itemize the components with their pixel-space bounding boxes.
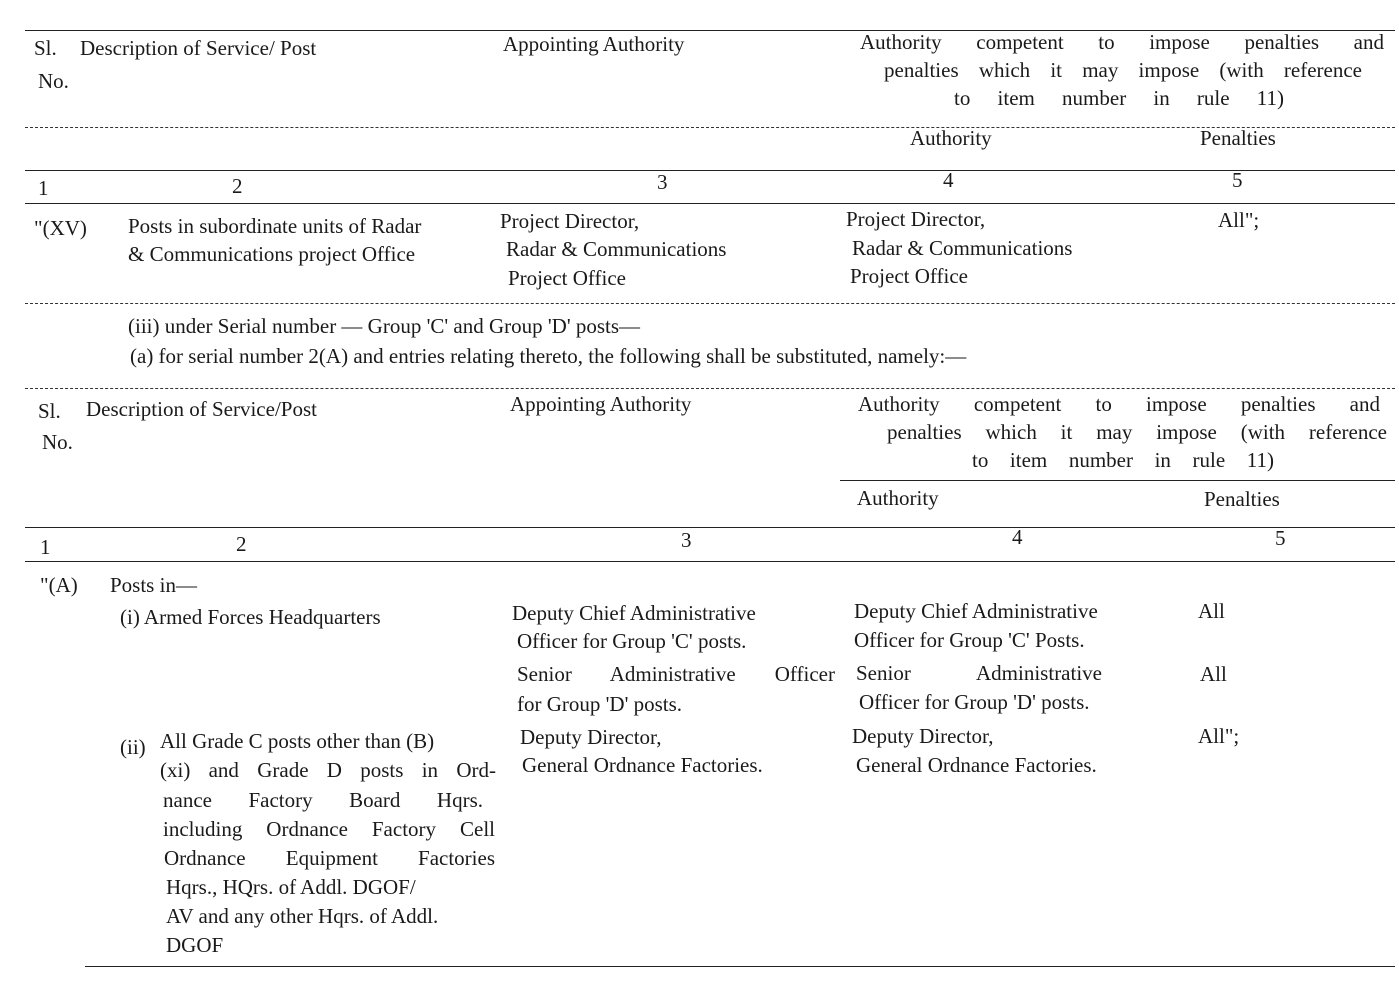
rule-line <box>85 966 1395 967</box>
description-heading: Description of Service/ Post <box>80 36 317 60</box>
appointing-authority-line: General Ordnance Factories. <box>522 753 763 777</box>
serial-number: "(XV) <box>34 216 87 240</box>
post-description-line: DGOF <box>166 933 224 957</box>
appointing-authority-line: for Group 'D' posts. <box>517 692 683 716</box>
column-number: 3 <box>681 528 692 552</box>
column-number: 1 <box>40 535 51 559</box>
rule-line <box>25 303 1395 304</box>
no-heading: No. <box>38 69 69 93</box>
amendment-instruction: (a) for serial number 2(A) and entries relating thereto, the following shall be substituted, namely:— <box>130 344 967 368</box>
sl-heading: Sl. <box>38 399 61 423</box>
post-description-line: Posts in subordinate units of Radar <box>128 214 422 238</box>
appointing-authority-line: Deputy Director, <box>520 725 662 749</box>
sl-heading: Sl. <box>34 36 57 60</box>
penalty-authority-line: Project Director, <box>846 207 986 231</box>
penalties-value: All"; <box>1198 724 1240 748</box>
penalty-authority-line: Radar & Communications <box>852 236 1073 260</box>
post-description-line: (i) Armed Forces Headquarters <box>120 605 381 629</box>
post-description-line: All Grade C posts other than (B) <box>160 729 435 753</box>
column-number: 2 <box>236 532 247 556</box>
no-heading: No. <box>42 430 73 454</box>
appointing-authority-line: Project Office <box>508 266 626 290</box>
column-number: 4 <box>1012 525 1023 549</box>
appointing-authority-line: Radar & Communications <box>506 237 727 261</box>
appointing-authority-line: Officer for Group 'C' posts. <box>517 629 747 653</box>
competent-authority-heading-line: penalties which it may impose (with reference <box>887 420 1387 444</box>
authority-subheading: Authority <box>857 486 939 510</box>
penalty-authority-line: Officer for Group 'C' Posts. <box>854 628 1085 652</box>
penalties-value: All <box>1198 599 1225 623</box>
penalty-authority-line: Project Office <box>850 264 968 288</box>
rule-line <box>25 203 1395 204</box>
rule-line <box>25 388 1395 389</box>
rule-line <box>25 170 1395 171</box>
column-number: 2 <box>232 174 243 198</box>
post-description-line: & Communications project Office <box>128 242 416 266</box>
rule-line <box>25 561 1395 562</box>
competent-authority-heading-line: penalties which it may impose (with reference <box>884 58 1362 82</box>
penalty-authority-line: General Ordnance Factories. <box>856 753 1097 777</box>
rule-line <box>25 127 1395 128</box>
appointing-authority-line: Deputy Chief Administrative <box>512 601 756 625</box>
appointing-authority-line: Senior Administrative Officer <box>517 662 835 686</box>
penalties-subheading: Penalties <box>1200 126 1276 150</box>
post-description-line: AV and any other Hqrs. of Addl. <box>166 904 439 928</box>
appointing-authority-line: Project Director, <box>500 209 640 233</box>
competent-authority-heading-line: Authority competent to impose penalties and <box>860 30 1384 54</box>
penalty-authority-line: Officer for Group 'D' posts. <box>859 690 1090 714</box>
amendment-instruction: (iii) under Serial number — Group 'C' and Group 'D' posts— <box>128 314 641 338</box>
appointing-authority-heading: Appointing Authority <box>510 392 692 416</box>
appointing-authority-heading: Appointing Authority <box>503 32 685 56</box>
rule-line <box>25 527 1395 528</box>
post-description-line: (xi) and Grade D posts in Ord- <box>160 758 496 782</box>
penalties-subheading: Penalties <box>1204 487 1280 511</box>
post-description-line: Ordnance Equipment Factories <box>164 846 495 870</box>
penalties-value: All"; <box>1218 208 1260 232</box>
serial-number: "(A) <box>40 573 78 597</box>
description-heading: Description of Service/Post <box>86 397 317 421</box>
column-number: 1 <box>38 176 49 200</box>
post-description-line: including Ordnance Factory Cell <box>163 817 495 841</box>
column-number: 5 <box>1275 526 1286 550</box>
penalty-authority-line: Deputy Director, <box>852 724 994 748</box>
penalties-value: All <box>1200 662 1227 686</box>
competent-authority-heading-line: to item number in rule 11) <box>972 448 1274 472</box>
section-title: Posts in— <box>110 573 197 597</box>
column-number: 4 <box>943 168 954 192</box>
column-number: 3 <box>657 170 668 194</box>
post-description-line: Hqrs., HQrs. of Addl. DGOF/ <box>166 875 416 899</box>
rule-line <box>840 480 1395 481</box>
item-label: (ii) <box>120 735 146 759</box>
column-number: 5 <box>1232 168 1243 192</box>
penalty-authority-line: Deputy Chief Administrative <box>854 599 1098 623</box>
authority-subheading: Authority <box>910 126 992 150</box>
post-description-line: nance Factory Board Hqrs. <box>163 788 483 812</box>
competent-authority-heading-line: to item number in rule 11) <box>954 86 1284 110</box>
penalty-authority-line: Senior Administrative <box>856 661 1102 685</box>
competent-authority-heading-line: Authority competent to impose penalties and <box>858 392 1380 416</box>
